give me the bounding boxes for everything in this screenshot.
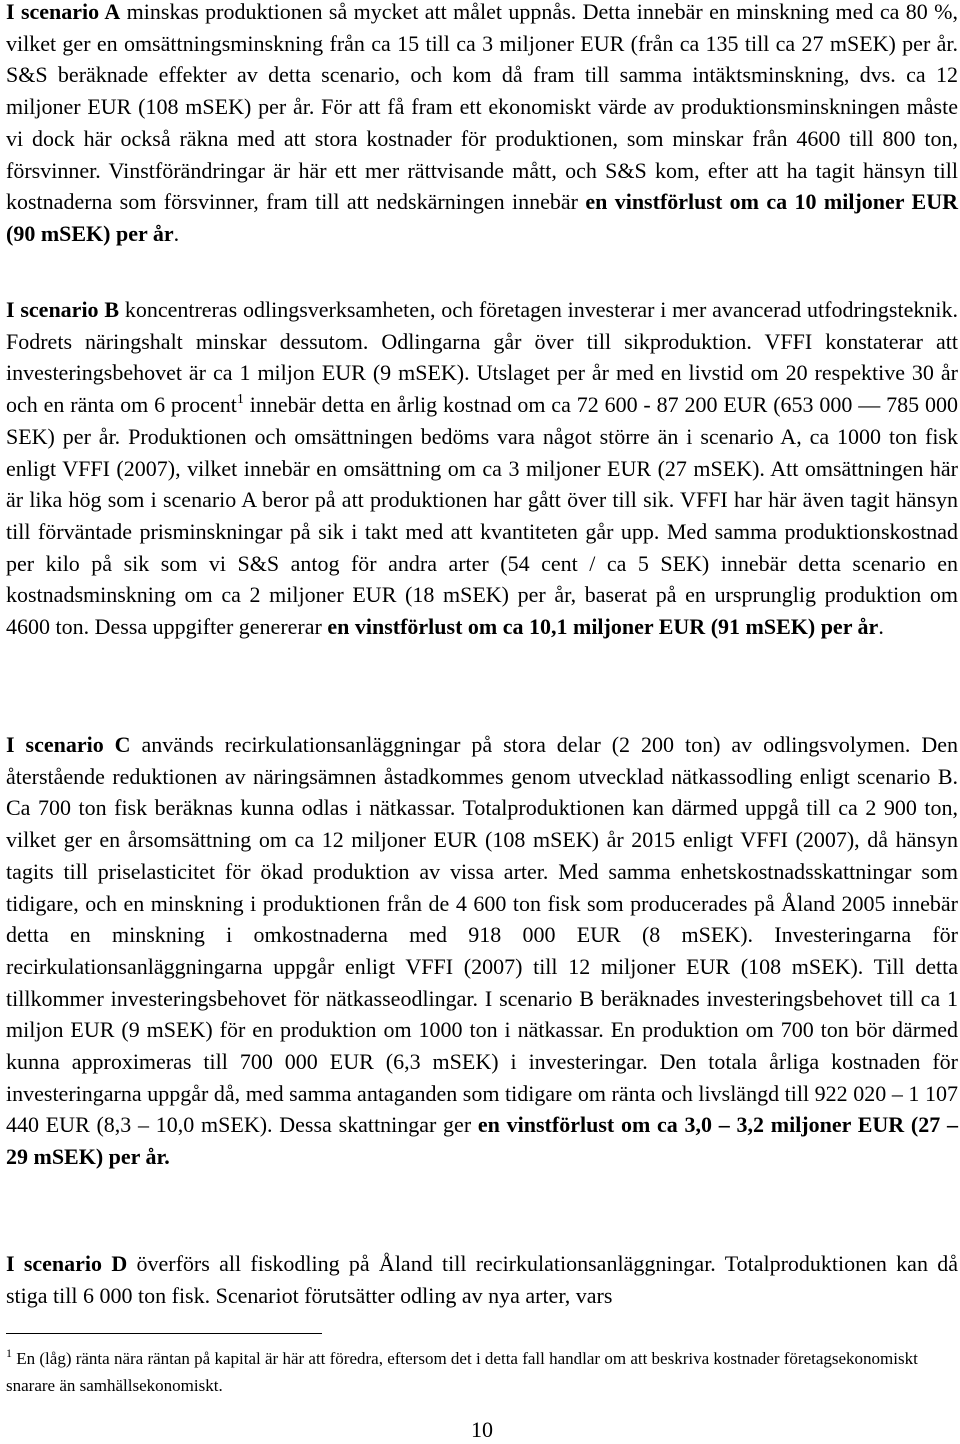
scenario-b-body-continued: innebär detta en årlig kostnad om ca 72 600 - 87 200 EUR (653 000 — 785 000 SEK) per år. Produktionen och omsättningen bedöms vara något större än i scenario A, ca 1000 ton fisk enligt VFFI (2007), vilket innebär en omsättning om ca 3 miljoner EUR (27 mSEK). Att omsättningen här är lika hög som i scenario A beror på att produktionen har gått över till sik. VFFI har här även tagit hänsyn till förväntade prisminskningar på sik i takt med att kvantiteten går upp. Med samma produktionskostnad per kilo på sik som vi S&S antog för andra arter (54 cent / ca 5 SEK) innebär detta scenario en kostnadsminskning om ca 2 miljoner EUR (18 mSEK) per år, baserat på en ursprunglig produktion om 4600 ton. Dessa uppgifter genererar bbox=[6, 392, 958, 640]
scenario-c-body: används recirkulationsanläggningar på stora delar (2 200 ton) av odlingsvolymen. Den återstående reduktionen av näringsämnen åstadkommes genom utvecklad nätkassodling enligt scenario B. Ca 700 ton fisk beräknas kunna odlas i nätkassar. Totalproduktionen kan därmed uppgå till ca 2 900 ton, vilket ger en årsomsättning om ca 12 miljoner EUR (108 mSEK) år 2015 enligt VFFI (2007), då hänsyn tagits till priselasticitet för ökad produktion av vissa arter. Med samma enhetskostnadsskattningar som tidigare, och en minskning i produktionen från de 4 600 ton fisk som producerades på Åland 2005 innebär detta en minskning i omkostnaderna med 918 000 EUR (8 mSEK). Investeringarna för recirkulationsanläggningarna uppgår enligt VFFI (2007) till 12 miljoner EUR (108 mSEK). Till detta tillkommer investeringsbehovet för nätkasseodlingar. I scenario B beräknades investeringsbehovet till ca 1 miljon EUR (9 mSEK) för en produktion om 1000 ton i nätkassar. En produktion om 700 ton bör därmed kunna approximeras till 700 000 EUR (6,3 mSEK) i investeringar. Den totala årliga kostnaden för investeringarna uppgår då, med samma antaganden som tidigare om ränta och livslängd till 922 020 – 1 107 440 EUR (8,3 – 10,0 mSEK). Dessa skattningar ger bbox=[6, 732, 958, 1138]
scenario-a-heading: I scenario A bbox=[6, 0, 121, 24]
scenario-b-conclusion: en vinstförlust om ca 10,1 miljoner EUR (91 mSEK) per år bbox=[327, 614, 879, 640]
page-number: 10 bbox=[471, 1417, 493, 1442]
scenario-b-heading: I scenario B bbox=[6, 297, 120, 322]
footnote-text: En (låg) ränta nära räntan på kapital är här att föredra, eftersom det i detta fall handlar om att beskriva kostnader företagsekonomiskt snarare än samhällsekonomiskt. bbox=[6, 1349, 918, 1395]
paragraph-scenario-a bbox=[6, 0, 958, 250]
scenario-a-conclusion: en vinstförlust om ca 10 miljoner EUR (90 mSEK) per år bbox=[6, 189, 958, 246]
scenario-d-heading: I scenario D bbox=[6, 1251, 128, 1276]
paragraph-scenario-c bbox=[6, 729, 958, 1173]
scenario-c-conclusion: en vinstförlust om ca 3,0 – 3,2 miljoner EUR (27 – 29 mSEK) per år. bbox=[6, 1112, 959, 1170]
footnote-divider bbox=[6, 1333, 322, 1334]
scenario-c-heading: I scenario C bbox=[6, 732, 131, 757]
scenario-a-body: minskas produktionen så mycket att målet uppnås. Detta innebär en minskning med ca 80 %, vilket ger en omsättningsminskning från ca 15 till ca 3 miljoner EUR (från ca 135 till ca 27 mSEK) per år. S&S beräknade effekter av detta scenario, och kom då fram till samma intäktsminskning, dvs. ca 12 miljoner EUR (108 mSEK) per år. För att få fram ett ekonomiskt värde av produktionsminskningen måste vi dock här också räkna med att stora kostnader för produktionen, som minskar från 4600 till 800 ton, försvinner. Vinstförändringar är här ett mer rättvisande mått, och S&S kom, efter att ha tagit hänsyn till kostnaderna som försvinner, fram till att nedskärningen innebär bbox=[6, 0, 958, 215]
scenario-b-end: . bbox=[878, 614, 884, 640]
paragraph-scenario-b bbox=[6, 294, 958, 643]
footnote-number: 1 bbox=[6, 1346, 12, 1360]
footnote-reference[interactable]: 1 bbox=[236, 392, 244, 408]
footnote bbox=[6, 1345, 958, 1399]
scenario-b-body: koncentreras odlingsverksamheten, och företagen investerar i mer avancerad utfodringsteknik. Fodrets näringshalt minskar dessutom. Odlingarna går över till sikproduktion. VFFI konstaterar att investeringsbehovet är ca 1 miljon EUR (9 mSEK). Utslaget per år med en livstid om 20 respektive 30 år och en ränta om 6 procent bbox=[6, 297, 958, 418]
scenario-d-body: överförs all fiskodling på Åland till recirkulationsanläggningar. Totalproduktionen kan då stiga till 6 000 ton fisk. Scenariot förutsätter odling av nya arter, vars bbox=[6, 1251, 958, 1308]
scenario-a-end: . bbox=[173, 220, 180, 246]
paragraph-scenario-d bbox=[6, 1248, 958, 1311]
